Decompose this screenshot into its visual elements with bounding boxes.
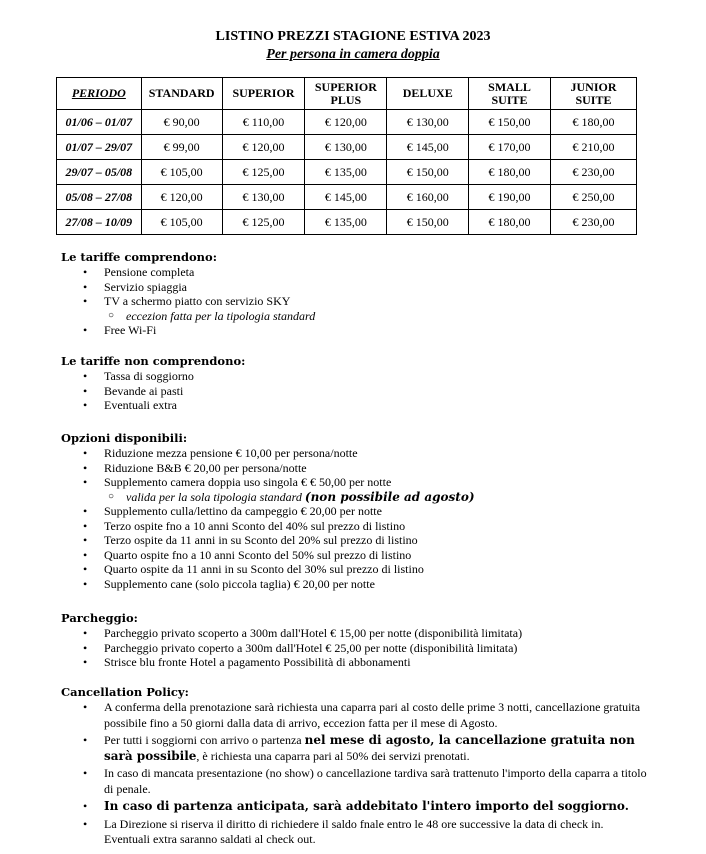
price-cell: € 250,00 (550, 185, 636, 210)
list-item: • Servizio spiaggia (83, 279, 187, 294)
parking-section (61, 611, 681, 670)
list-item: • Strisce blu fronte Hotel a pagamento Possibilità di abbonamenti (83, 655, 411, 669)
cancellation-heading: Cancellation Policy: (61, 685, 189, 699)
price-cell: € 135,00 (305, 160, 387, 185)
price-cell: € 230,00 (550, 210, 636, 235)
price-table (56, 77, 637, 235)
document-title: LISTINO PREZZI STAGIONE ESTIVA 2023 (215, 29, 491, 44)
price-cell: € 130,00 (305, 135, 387, 160)
list-item: • Bevande ai pasti (83, 383, 184, 398)
list-item: • A conferma della prenotazione sarà richiesta una caparra pari al costo delle prime 3 notti, cancellazione gratuita possibile fino a 50 giorni dalla data di arrivo, eccezion fatta per il mese di Agosto. (83, 700, 641, 730)
list-item: • Supplemento culla/lettino da campeggio € 20,00 per notte (83, 504, 382, 518)
header-periodo: PERIODO (57, 78, 142, 110)
period-cell: 01/06 – 01/07 (57, 110, 142, 135)
list-item: • Parcheggio privato scoperto a 300m dall'Hotel € 15,00 per notte (disponibilità limitata) (83, 626, 523, 640)
price-cell: € 190,00 (469, 185, 551, 210)
options-list (61, 446, 681, 591)
list-item: • Quarto ospite fno a 10 anni Sconto del 50% sul prezzo di listino (83, 547, 412, 562)
sub-list-item: ○ eccezion fatta per la tipologia standard (108, 308, 316, 323)
included-list (61, 265, 681, 338)
price-cell: € 90,00 (141, 110, 222, 135)
list-item: • Terzo ospite da 11 anni in su Sconto del 20% sul prezzo di listino (83, 533, 418, 547)
list-item: • Tassa di soggiorno (83, 369, 194, 383)
included-heading: Le tariffe comprendono: (61, 250, 217, 264)
table-row (57, 160, 637, 185)
price-cell: € 130,00 (387, 110, 469, 135)
period-cell: 27/08 – 10/09 (57, 210, 142, 235)
list-item: • Supplemento camera doppia uso singola € € 50,00 per notte (83, 475, 392, 489)
price-cell: € 130,00 (222, 185, 305, 210)
table-row (57, 110, 637, 135)
price-cell: € 110,00 (222, 110, 305, 135)
table-row (57, 210, 637, 235)
list-item: • La Direzione si riserva il diritto di richiedere il saldo fnale entro le 48 ore successive la data di check in. Eventuali extra saranno saldati al check out. (83, 816, 604, 846)
price-cell: € 125,00 (222, 210, 305, 235)
price-cell: € 180,00 (469, 160, 551, 185)
price-cell: € 120,00 (222, 135, 305, 160)
list-item: • Parcheggio privato coperto a 300m dall'Hotel € 25,00 per notte (disponibilità limitata) (83, 640, 518, 655)
price-cell: € 160,00 (387, 185, 469, 210)
price-cell: € 180,00 (550, 110, 636, 135)
header-superior: SUPERIOR (222, 78, 305, 110)
table-body (57, 110, 637, 235)
sub-note-bold: (non possibile ad agosto) (304, 489, 475, 504)
price-cell: € 135,00 (305, 210, 387, 235)
list-item: • Terzo ospite fno a 10 anni Sconto del 40% sul prezzo di listino (83, 518, 406, 533)
included-section (61, 250, 681, 338)
agosto-bold-text: nel mese di agosto, la cancellazione gratuita non sarà possibile (104, 733, 635, 763)
document-subtitle: Per persona in camera doppia (266, 47, 440, 62)
list-item: • Pensione completa (83, 265, 195, 279)
price-cell: € 105,00 (141, 160, 222, 185)
cancellation-list (61, 700, 651, 848)
list-item: • Riduzione B&B € 20,00 per persona/notte (83, 460, 307, 475)
price-cell: € 170,00 (469, 135, 551, 160)
price-cell: € 180,00 (469, 210, 551, 235)
header-standard: STANDARD (141, 78, 222, 110)
period-cell: 01/07 – 29/07 (57, 135, 142, 160)
price-cell: € 120,00 (141, 185, 222, 210)
price-cell: € 210,00 (550, 135, 636, 160)
sub-list-item: ○ valida per la sola tipologia standard (non possibile ad agosto) (108, 489, 475, 504)
list-item: • Quarto ospite da 11 anni in su Sconto del 30% sul prezzo di listino (83, 562, 424, 576)
excluded-heading: Le tariffe non comprendono: (61, 354, 246, 368)
period-cell: 05/08 – 27/08 (57, 185, 142, 210)
table-row (57, 185, 637, 210)
parking-list (61, 626, 681, 670)
price-cell: € 150,00 (387, 160, 469, 185)
table-header-row (57, 78, 637, 110)
list-item: • Eventuali extra (83, 398, 177, 412)
list-item: • Riduzione mezza pensione € 10,00 per persona/notte (83, 446, 358, 460)
price-cell: € 150,00 (469, 110, 551, 135)
price-cell: € 150,00 (387, 210, 469, 235)
options-heading: Opzioni disponibili: (61, 431, 188, 445)
list-item: • In caso di partenza anticipata, sarà addebitato l'intero importo del soggiorno. (83, 799, 629, 813)
price-cell: € 99,00 (141, 135, 222, 160)
price-cell: € 120,00 (305, 110, 387, 135)
cancellation-section (61, 685, 651, 850)
price-cell: € 125,00 (222, 160, 305, 185)
period-cell: 29/07 – 05/08 (57, 160, 142, 185)
list-item: • Supplemento cane (solo piccola taglia) € 20,00 per notte (83, 576, 375, 591)
header-deluxe: DELUXE (387, 78, 469, 110)
list-item: • TV a schermo piatto con servizio SKY (83, 294, 291, 308)
options-section (61, 431, 681, 591)
list-item: • In caso di mancata presentazione (no show) o cancellazione tardiva sarà trattenuto l'importo della caparra a titolo di penale. (83, 766, 647, 796)
excluded-section (61, 354, 681, 413)
header-junior-suite: JUNIOR SUITE (550, 78, 636, 110)
list-item: • Free Wi-Fi (83, 323, 157, 337)
header-superior-plus: SUPERIOR PLUS (305, 78, 387, 110)
price-cell: € 230,00 (550, 160, 636, 185)
price-cell: € 105,00 (141, 210, 222, 235)
excluded-list (61, 369, 681, 413)
header-small-suite: SMALL SUITE (469, 78, 551, 110)
table-row (57, 135, 637, 160)
price-cell: € 145,00 (305, 185, 387, 210)
price-cell: € 145,00 (387, 135, 469, 160)
parking-heading: Parcheggio: (61, 611, 138, 625)
list-item: • Per tutti i soggiorni con arrivo o partenza nel mese di agosto, la cancellazione gratuita non sarà possibile, è richiesta una caparra pari al 50% dei servizi prenotati. (83, 733, 635, 763)
